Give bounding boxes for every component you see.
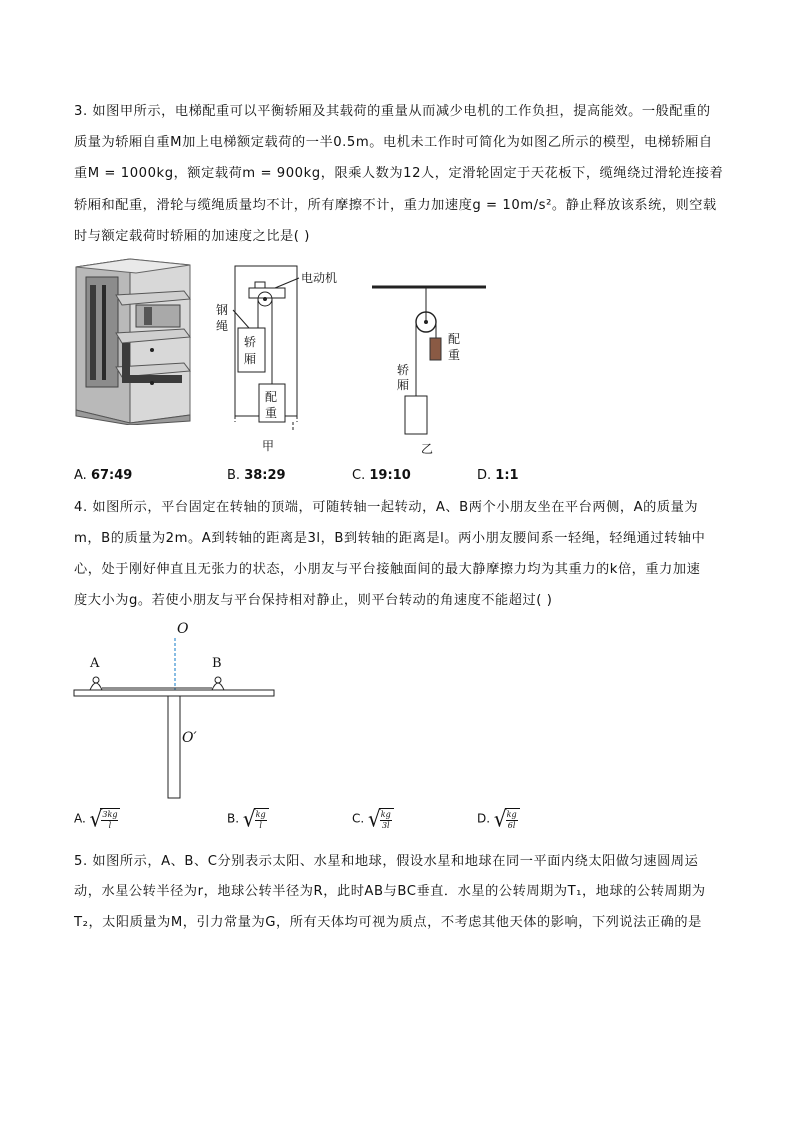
q3-option-b[interactable]: B. 38:29: [227, 468, 286, 483]
figure-rotating-platform: [70, 618, 280, 803]
q4-option-c[interactable]: C. √ $\frac{kg}{3l}$: [352, 807, 394, 831]
q4-line-4: 度大小为g。若使小朋友与平台保持相对静止，则平台转动的角速度不能超过( ): [74, 593, 553, 608]
label-b: B: [212, 656, 222, 671]
svg-text:重: 重: [265, 406, 278, 420]
svg-text:厢: 厢: [397, 378, 410, 392]
q4-option-d[interactable]: D. √ $\frac{kg}{6l}$: [477, 807, 520, 831]
figure-jia-schematic: [205, 262, 353, 460]
svg-text:轿: 轿: [397, 363, 410, 377]
q3-line-5: 时与额定载荷时轿厢的加速度之比是( ): [74, 229, 310, 244]
label-rope: 钢: [216, 303, 229, 317]
q3-line-1: 3. 如图甲所示，电梯配重可以平衡轿厢及其载荷的重量从而减少电机的工作负担，提高能效。一般配重的: [74, 104, 711, 119]
q5-line-3: T₂，太阳质量为M，引力常量为G，所有天体均可视为质点，不考虑其他天体的影响，下列说法正确的是: [74, 915, 702, 930]
label-car: 轿: [244, 335, 257, 349]
label-motor: 电动机: [301, 271, 338, 285]
svg-text:厢: 厢: [244, 352, 257, 366]
label-o-prime: O′: [182, 730, 197, 746]
q5-line-2: 动，水星公转半径为r，地球公转半径为R，此时AB与BC垂直．水星的公转周期为T₁，地球的公转周期为: [74, 884, 706, 899]
label-o: O: [177, 621, 189, 637]
q4-line-3: 心，处于刚好伸直且无张力的状态，小朋友与平台接触面间的最大静摩擦力均为其重力的k倍，重力加速: [74, 562, 701, 577]
q5-line-1: 5. 如图所示，A、B、C分别表示太阳、水星和地球，假设水星和地球在同一平面内绕太阳做匀速圆周运: [74, 854, 699, 869]
q3-line-4: 轿厢和配重，滑轮与缆绳质量均不计，所有摩擦不计，重力加速度g = 10m/s²。静止释放该系统，则空载: [74, 198, 717, 213]
q4-option-a[interactable]: A. √ $\frac{3kg}{l}$: [74, 807, 120, 831]
svg-text:重: 重: [448, 348, 461, 362]
q4-option-b[interactable]: B. √ $\frac{kg}{l}$: [227, 807, 269, 831]
elevator-3d-illustration: [72, 255, 194, 425]
q3-option-d[interactable]: D. 1:1: [477, 468, 519, 483]
figure-yi-pulley: [368, 278, 492, 458]
q3-line-3: 重M = 1000kg，额定载荷m = 900kg，限乘人数为12人，定滑轮固定于天花板下，缆绳绕过滑轮连接着: [74, 166, 724, 181]
q3-option-a[interactable]: A. 67:49: [74, 468, 133, 483]
q3-option-c[interactable]: C. 19:10: [352, 468, 411, 483]
label-a: A: [90, 656, 100, 671]
q3-line-2: 质量为轿厢自重M加上电梯额定载荷的一半0.5m。电机未工作时可简化为如图乙所示的模型，电梯轿厢自: [74, 135, 713, 150]
q4-line-2: m，B的质量为2m。A到转轴的距离是3l，B到转轴的距离是l。两小朋友腰间系一轻绳，轻绳通过转轴中: [74, 531, 706, 546]
label-counterweight: 配: [265, 390, 278, 404]
caption-jia: 甲: [262, 439, 275, 453]
q4-line-1: 4. 如图所示，平台固定在转轴的顶端，可随转轴一起转动，A、B两个小朋友坐在平台两侧，A的质量为: [74, 500, 699, 515]
caption-yi: 乙: [421, 442, 434, 456]
svg-text:绳: 绳: [216, 319, 229, 333]
svg-text:配: 配: [448, 332, 461, 346]
